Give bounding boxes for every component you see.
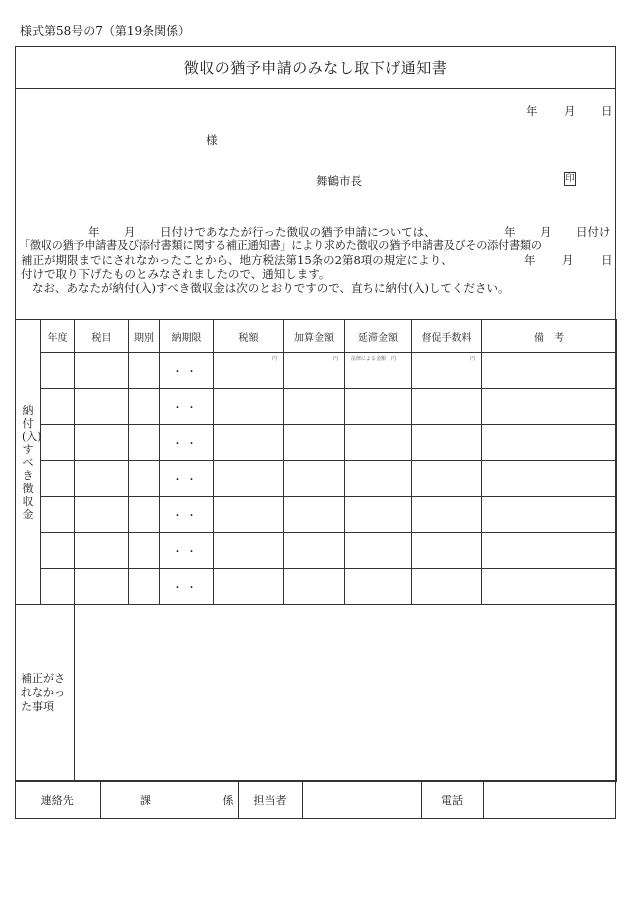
- form-number: 様式第58号の7（第19条関係）: [20, 24, 191, 38]
- cell-tax-amount[interactable]: [214, 425, 284, 461]
- cell-delinquent-amount[interactable]: [345, 389, 412, 425]
- cell-period[interactable]: [129, 497, 160, 533]
- cell-remarks[interactable]: [482, 389, 617, 425]
- yen-unit: 円: [469, 356, 475, 362]
- date-dots: ・・: [172, 475, 201, 486]
- correction-content[interactable]: [75, 605, 617, 782]
- cell-additional-amount[interactable]: [284, 425, 345, 461]
- document-title: 徴収の猶予申請のみなし取下げ通知書: [16, 47, 615, 89]
- table-header-row: [16, 320, 617, 353]
- cell-delinquent-amount[interactable]: [345, 497, 412, 533]
- cell-delinquent-amount[interactable]: [345, 569, 412, 605]
- date-dots: ・・: [172, 547, 201, 558]
- body-line3-month: 月: [562, 253, 574, 267]
- phone-value[interactable]: [483, 781, 616, 820]
- cell-due-date[interactable]: [160, 353, 214, 389]
- body-line1-year2: 年: [504, 225, 516, 239]
- header-tax-amount: 税額: [214, 320, 284, 353]
- cell-tax-item[interactable]: [75, 497, 129, 533]
- cell-fiscal-year[interactable]: [41, 389, 75, 425]
- body-line1-suffix: 日付け: [576, 225, 611, 239]
- correction-label: 補正がされなかった事項: [21, 672, 65, 713]
- date-dots: ・・: [172, 367, 201, 378]
- phone-label: 電話: [421, 781, 483, 820]
- header-tax-item: 税目: [75, 320, 129, 353]
- cell-additional-amount[interactable]: [284, 353, 345, 389]
- cell-tax-amount[interactable]: [214, 497, 284, 533]
- person-label: 担当者: [238, 781, 302, 820]
- legal-amount-unit: 法律による金額 円: [351, 356, 397, 362]
- cell-due-date[interactable]: [160, 569, 214, 605]
- correction-label-cell: [16, 605, 75, 782]
- yen-unit: 円: [271, 356, 277, 362]
- cell-due-date[interactable]: [160, 461, 214, 497]
- date-dots: ・・: [172, 439, 201, 450]
- cell-tax-item[interactable]: [75, 353, 129, 389]
- body-line2: 「徴収の猶予申請書及び添付書類に関する補正通知書」により求めた徴収の猶予申請書及びその添付書類の: [19, 239, 542, 252]
- cell-remarks[interactable]: [482, 425, 617, 461]
- cell-remarks[interactable]: [482, 497, 617, 533]
- header-period: 期別: [129, 320, 160, 353]
- collection-table: [15, 319, 617, 782]
- body-line1-month2: 月: [540, 225, 552, 239]
- cell-fiscal-year[interactable]: [41, 569, 75, 605]
- table-row: [16, 461, 617, 497]
- body-line1-text: 日付けであなたが行った徴収の猶予申請については、: [160, 225, 436, 239]
- cell-tax-item[interactable]: [75, 569, 129, 605]
- cell-additional-amount[interactable]: [284, 569, 345, 605]
- cell-period[interactable]: [129, 353, 160, 389]
- cell-period[interactable]: [129, 461, 160, 497]
- cell-tax-amount[interactable]: [214, 389, 284, 425]
- date-month-label: 月: [564, 104, 576, 118]
- header-fiscal-year: 年度: [41, 320, 75, 353]
- table-row: [16, 533, 617, 569]
- cell-reminder-fee[interactable]: [412, 425, 482, 461]
- cell-fiscal-year[interactable]: [41, 461, 75, 497]
- contact-row: [15, 780, 616, 819]
- date-dots: ・・: [172, 583, 201, 594]
- cell-delinquent-amount[interactable]: [345, 425, 412, 461]
- contact-label: 連絡先: [15, 781, 100, 820]
- table-row: [16, 497, 617, 533]
- cell-reminder-fee[interactable]: [412, 353, 482, 389]
- cell-due-date[interactable]: [160, 497, 214, 533]
- cell-tax-amount[interactable]: [214, 569, 284, 605]
- table-row: [16, 353, 617, 389]
- cell-fiscal-year[interactable]: [41, 497, 75, 533]
- cell-tax-item[interactable]: [75, 389, 129, 425]
- date-dots: ・・: [172, 403, 201, 414]
- cell-fiscal-year[interactable]: [41, 533, 75, 569]
- cell-delinquent-amount[interactable]: [345, 353, 412, 389]
- notice-form: [15, 46, 616, 819]
- addressee-suffix: 様: [206, 133, 218, 147]
- header-due-date: 納期限: [160, 320, 214, 353]
- cell-tax-amount[interactable]: [214, 461, 284, 497]
- cell-due-date[interactable]: [160, 425, 214, 461]
- cell-reminder-fee[interactable]: [412, 461, 482, 497]
- cell-reminder-fee[interactable]: [412, 389, 482, 425]
- header-remarks: 備 考: [482, 320, 617, 353]
- cell-remarks[interactable]: [482, 569, 617, 605]
- cell-reminder-fee[interactable]: [412, 569, 482, 605]
- body-line3-text: 補正が期限までにされなかったことから、地方税法第15条の2第8項の規定により、: [21, 253, 453, 267]
- body-line1-month: 月: [124, 225, 136, 239]
- contact-table: [15, 780, 616, 819]
- side-label: 納付(入)すべき徴収金: [22, 403, 42, 521]
- sender-name: 舞鶴市長: [316, 174, 362, 188]
- table-row: [16, 425, 617, 461]
- cell-delinquent-amount[interactable]: [345, 533, 412, 569]
- cell-remarks[interactable]: [482, 353, 617, 389]
- cell-period[interactable]: [129, 389, 160, 425]
- cell-period[interactable]: [129, 569, 160, 605]
- table-row: [16, 569, 617, 605]
- cell-additional-amount[interactable]: [284, 461, 345, 497]
- header-delinquent-amount: 延滞金額: [345, 320, 412, 353]
- cell-due-date[interactable]: [160, 533, 214, 569]
- cell-reminder-fee[interactable]: [412, 497, 482, 533]
- body-line3-day: 日: [601, 253, 613, 267]
- section-label: 課: [100, 781, 152, 820]
- side-label-cell: [16, 320, 41, 605]
- body-line1-year: 年: [88, 225, 100, 239]
- header-additional-amount: 加算金額: [284, 320, 345, 353]
- cell-additional-amount[interactable]: [284, 389, 345, 425]
- cell-period[interactable]: [129, 533, 160, 569]
- cell-tax-amount[interactable]: [214, 533, 284, 569]
- unit-label: 係: [152, 781, 238, 820]
- date-dots: ・・: [172, 511, 201, 522]
- table-row: [16, 389, 617, 425]
- body-line4: 付けで取り下げたものとみなされましたので、通知します。: [21, 267, 331, 281]
- body-line3-year: 年: [524, 253, 536, 267]
- cell-additional-amount[interactable]: [284, 497, 345, 533]
- cell-reminder-fee[interactable]: [412, 533, 482, 569]
- seal-mark: 印: [565, 174, 575, 184]
- cell-tax-item[interactable]: [75, 461, 129, 497]
- cell-tax-item[interactable]: [75, 533, 129, 569]
- correction-row: [16, 605, 617, 782]
- cell-tax-amount[interactable]: [214, 353, 284, 389]
- date-day-label: 日: [601, 104, 613, 118]
- cell-fiscal-year[interactable]: [41, 353, 75, 389]
- cell-fiscal-year[interactable]: [41, 425, 75, 461]
- cell-remarks[interactable]: [482, 461, 617, 497]
- body-line5: なお、あなたが納付(入)すべき徴収金は次のとおりですので、直ちに納付(入)してください。: [32, 281, 510, 295]
- cell-tax-item[interactable]: [75, 425, 129, 461]
- date-year-label: 年: [526, 104, 538, 118]
- cell-due-date[interactable]: [160, 389, 214, 425]
- cell-delinquent-amount[interactable]: [345, 461, 412, 497]
- cell-remarks[interactable]: [482, 533, 617, 569]
- yen-unit: 円: [332, 356, 338, 362]
- cell-period[interactable]: [129, 425, 160, 461]
- cell-additional-amount[interactable]: [284, 533, 345, 569]
- header-reminder-fee: 督促手数料: [412, 320, 482, 353]
- person-value[interactable]: [302, 781, 421, 820]
